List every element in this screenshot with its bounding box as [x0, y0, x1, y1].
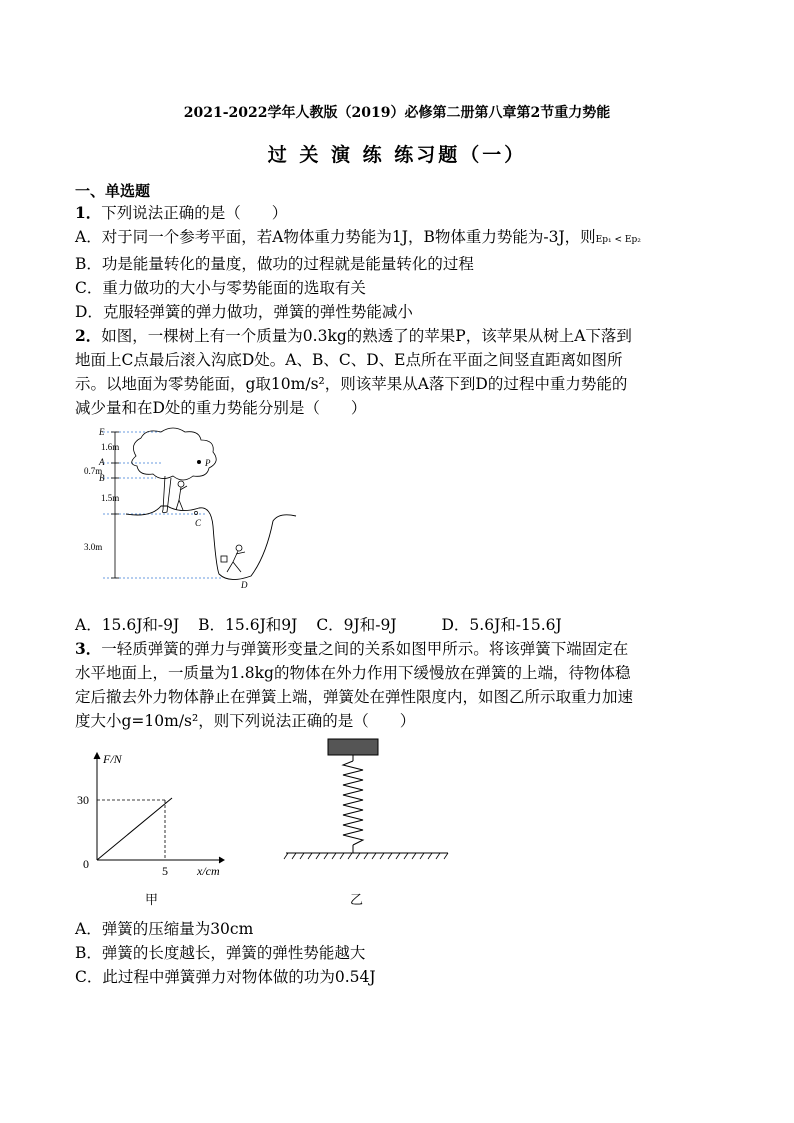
graph-xtick: 5	[162, 864, 168, 878]
q1-option-b: B．功是能量转化的量度，做功的过程就是能量转化的过程	[75, 255, 474, 273]
q3-option-a: A．弹簧的压缩量为30cm	[75, 920, 254, 938]
q1-option-c: C．重力做功的大小与零势能面的选取有关	[75, 279, 366, 297]
label-a: A	[99, 457, 105, 467]
q2-options	[75, 613, 745, 637]
graph-origin: 0	[83, 857, 89, 871]
q1-stem	[75, 201, 745, 225]
q2-line-1	[75, 324, 745, 348]
ground-hatch	[284, 853, 448, 859]
q2-line-3: 示。以地面为零势能面，g取10m/s²，则该苹果从A落下到D的过程中重力势能的	[75, 375, 628, 393]
q3-figures	[75, 741, 745, 917]
label-p: P	[205, 458, 211, 468]
q2-line-2: 地面上C点最后滚入沟底D处。A、B、C、D、E点所在平面之间竖直距离如图所	[75, 351, 623, 369]
spring-figure	[282, 729, 452, 879]
dim-3: 1.5m	[101, 493, 120, 503]
q3-number: 3．	[75, 639, 102, 658]
label-c: C	[195, 518, 202, 528]
spring-caption: 乙	[350, 893, 364, 908]
page-title: 过 关 演 练 练习题（一）	[267, 144, 527, 166]
graph-ytick: 30	[77, 793, 89, 807]
document-header: 2021-2022学年人教版（2019）必修第二册第八章第2节重力势能	[183, 105, 611, 121]
section-heading: 一、单选题	[75, 182, 151, 200]
graph-ylabel: F/N	[103, 752, 122, 766]
block-icon	[328, 739, 378, 755]
graph-caption: 甲	[145, 893, 159, 908]
q1-option-d: D．克服轻弹簧的弹力做功，弹簧的弹性势能减小	[75, 303, 413, 321]
person-icon	[176, 481, 187, 510]
q2-option-a: A．15.6J和-9J	[75, 616, 180, 634]
q1-number: 1．	[75, 203, 102, 222]
label-e: E	[99, 427, 105, 437]
q3-option-c: C．此过程中弹簧弹力对物体做的功为0.54J	[75, 968, 376, 986]
q2-line-4: 减少量和在D处的重力势能分别是（ ）	[75, 399, 367, 417]
q3-line-1	[75, 637, 745, 661]
label-d: D	[241, 580, 248, 590]
q2-number: 2．	[75, 326, 102, 345]
label-b: B	[99, 473, 105, 483]
spring-icon	[286, 755, 448, 853]
tree-icon	[132, 428, 216, 513]
force-graph	[75, 745, 235, 895]
q1-option-a-text: A．对于同一个参考平面，若A物体重力势能为1J，B物体重力势能为-3J，则	[75, 228, 596, 246]
q3-line-2: 水平地面上，一质量为1.8kg的物体在外力作用下缓慢放在弹簧的上端，待物体稳	[75, 664, 631, 682]
q2-option-b: B．15.6J和9J	[198, 616, 298, 634]
q2-option-c: C．9J和-9J	[316, 616, 397, 634]
dim-2: 0.7m	[84, 466, 103, 476]
climber-icon	[221, 545, 245, 572]
q1-option-a	[75, 225, 745, 252]
q3-option-b: B．弹簧的长度越长，弹簧的弹性势能越大	[75, 944, 366, 962]
dim-1: 1.6m	[101, 442, 120, 452]
q3-text-1: 一轻质弹簧的弹力与弹簧形变量之间的关系如图甲所示。将该弹簧下端固定在	[101, 640, 629, 658]
graph-xlabel: x/cm	[197, 864, 220, 878]
content	[75, 181, 745, 989]
dim-4: 3.0m	[84, 542, 103, 552]
q2-option-d: D．5.6J和-15.6J	[441, 616, 562, 634]
q3-line-3: 定后撤去外力物体静止在弹簧上端，弹簧处在弹性限度内，如图乙所示取重力加速	[75, 688, 634, 706]
apple-icon	[197, 460, 201, 464]
q1-text: 下列说法正确的是（ ）	[101, 204, 288, 222]
q1-option-a-formula: Ep₁ < Ep₂	[595, 235, 641, 245]
q2-text-1: 如图，一棵树上有一个质量为0.3kg的熟透了的苹果P，该苹果从树上A下落到	[101, 327, 632, 345]
tree-ditch-figure	[81, 426, 301, 601]
q3-line-4: 度大小g=10m/s²，则下列说法正确的是（ ）	[75, 712, 416, 730]
